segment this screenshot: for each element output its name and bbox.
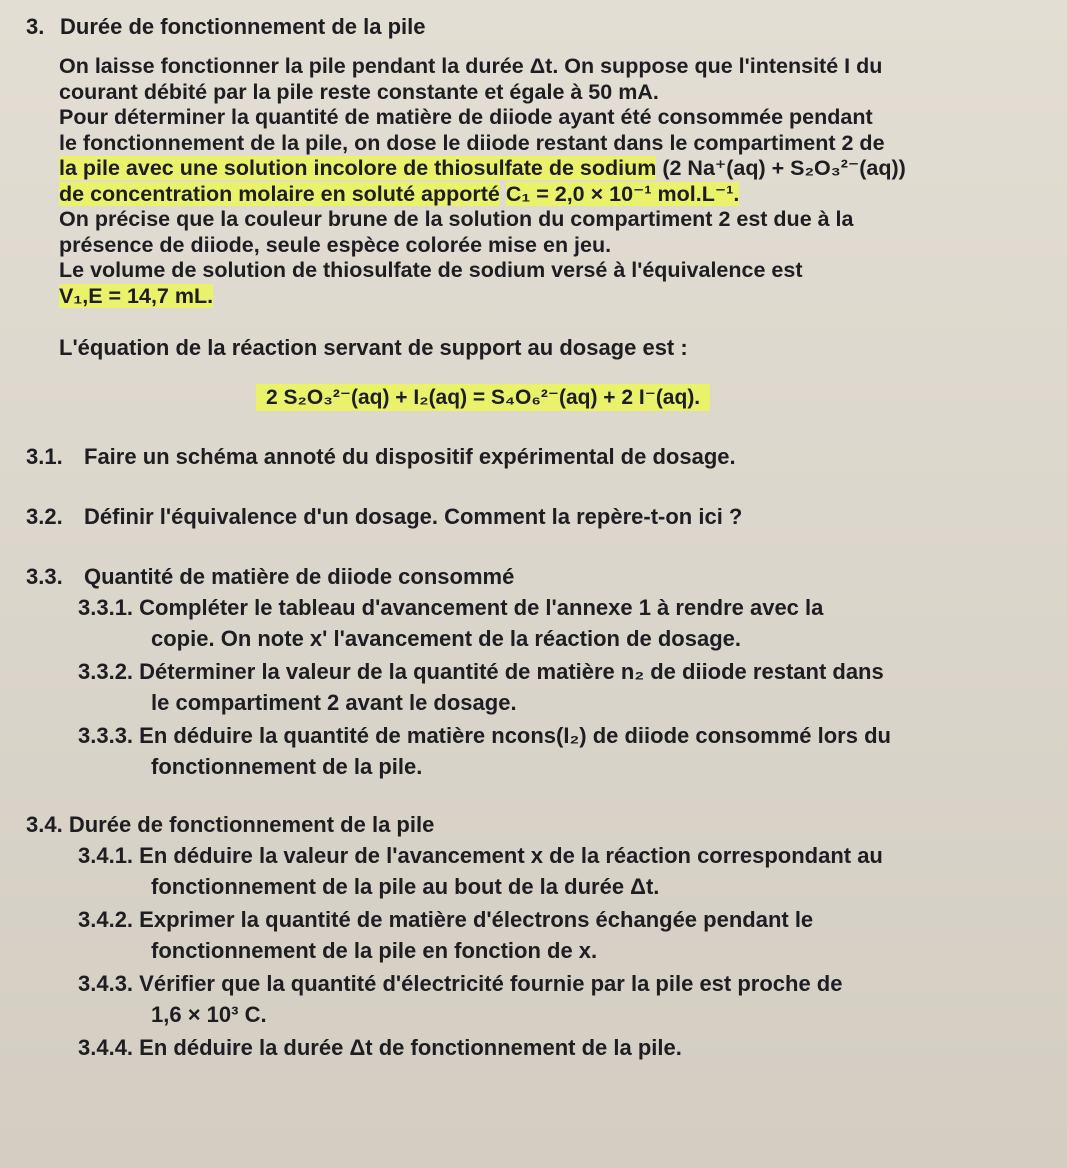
intro-line-4: le fonctionnement de la pile, on dose le diiode restant dans le compartiment 2 de <box>59 130 885 155</box>
question-number: 3.3.2. <box>78 659 134 684</box>
question-3-3 <box>26 564 1037 590</box>
question-3-4-2 <box>78 904 1037 966</box>
question-3-4 <box>26 812 1037 838</box>
question-line-2: fonctionnement de la pile. <box>151 754 423 779</box>
question-line-1: Exprimer la quantité de matière d'électrons échangée pendant le <box>139 907 814 932</box>
titration-equation-wrap <box>256 385 1037 410</box>
question-number: 3.3.3. <box>78 723 134 748</box>
question-3-4-4 <box>78 1032 1037 1063</box>
question-line-2: le compartiment 2 avant le dosage. <box>151 690 517 715</box>
intro-line-9: Le volume de solution de thiosulfate de sodium versé à l'équivalence est <box>59 258 803 282</box>
question-line-2: fonctionnement de la pile au bout de la durée Δt. <box>151 874 660 899</box>
question-number: 3.3.1. <box>78 595 134 620</box>
intro-line-1: On laisse fonctionner la pile pendant la durée Δt. On suppose que l'intensité I du <box>59 54 883 78</box>
intro-line-5: la pile avec une solution incolore de thiosulfate de sodium <box>59 156 657 180</box>
question-number: 3.3. <box>26 564 63 589</box>
question-number: 3.4. <box>26 812 63 837</box>
intro-line-6-wrap <box>59 182 1037 208</box>
section-number: 3. <box>26 14 45 39</box>
question-3-1 <box>26 444 1037 470</box>
question-3-2 <box>26 504 1037 530</box>
sodium-formula: (2 Na⁺(aq) + S₂O₃²⁻(aq)) <box>662 156 906 180</box>
question-line-1: En déduire la durée Δt de fonctionnement de la pile. <box>139 1035 682 1060</box>
question-text-a: Compléter le tableau d'avancement de l' <box>139 595 557 620</box>
question-number: 3.4.2. <box>78 907 134 932</box>
intro-line-3: Pour déterminer la quantité de matière de diiode ayant été consommée pendant <box>59 105 873 129</box>
question-text-d: On note x' l'avancement de la réaction de dosage. <box>220 626 741 651</box>
question-3-3-3 <box>78 720 1037 782</box>
question-number: 3.2. <box>26 504 63 529</box>
intro-line-5-wrap <box>59 156 1037 182</box>
concentration-value: C₁ = 2,0 × 10⁻¹ mol.L⁻¹. <box>505 181 740 206</box>
question-line-1: Vérifier que la quantité d'électricité fournie par la pile est proche de <box>139 971 843 996</box>
intro-line-2: courant débité par la pile reste constante et égale à 50 mA. <box>59 79 659 104</box>
section-title: Durée de fonctionnement de la pile <box>60 14 426 39</box>
intro-line-8: présence de diiode, seule espèce colorée mise en jeu. <box>59 232 612 257</box>
volume-value: V₁,E = 14,7 mL. <box>59 283 214 308</box>
question-number: 3.4.3. <box>78 971 134 996</box>
intro-paragraph <box>59 54 1037 309</box>
titration-equation: 2 S₂O₃²⁻(aq) + I₂(aq) = S₄O₆²⁻(aq) + 2 I⁻(aq). <box>256 384 710 411</box>
question-3-3-2 <box>78 656 1037 718</box>
question-3-3-1 <box>78 592 1037 654</box>
question-text: Quantité de matière de diiode consommé <box>84 564 515 589</box>
question-number: 3.4.1. <box>78 843 134 868</box>
question-number: 3.4.4. <box>78 1035 134 1060</box>
question-number: 3.1. <box>26 444 63 469</box>
question-line-1: En déduire la valeur de l'avancement x de la réaction correspondant au <box>139 843 883 868</box>
question-3-4-3 <box>78 968 1037 1030</box>
equation-intro: L'équation de la réaction servant de support au dosage est : <box>59 335 688 360</box>
question-line-1: En déduire la quantité de matière ncons(I₂) de diiode consommé lors du <box>139 723 891 748</box>
question-text: Durée de fonctionnement de la pile <box>68 812 435 837</box>
question-3-4-1 <box>78 840 1037 902</box>
question-text: Définir l'équivalence d'un dosage. Comment la repère-t-on ici ? <box>84 504 743 529</box>
section-heading <box>26 14 1037 40</box>
question-line-2: 1,6 × 10³ C. <box>151 1002 267 1027</box>
question-line-2: fonctionnement de la pile en fonction de x. <box>151 938 598 963</box>
question-line-1: Déterminer la valeur de la quantité de matière n₂ de diiode restant dans <box>139 659 884 684</box>
copie-word: copie. <box>151 626 215 651</box>
question-text: Faire un schéma annoté du dispositif expérimental de dosage. <box>84 444 736 469</box>
annexe-reference: annexe 1 à rendre avec la <box>556 595 824 620</box>
intro-line-7: On précise que la couleur brune de la solution du compartiment 2 est due à la <box>59 207 854 231</box>
intro-line-6: de concentration molaire en soluté apporté <box>59 181 500 206</box>
